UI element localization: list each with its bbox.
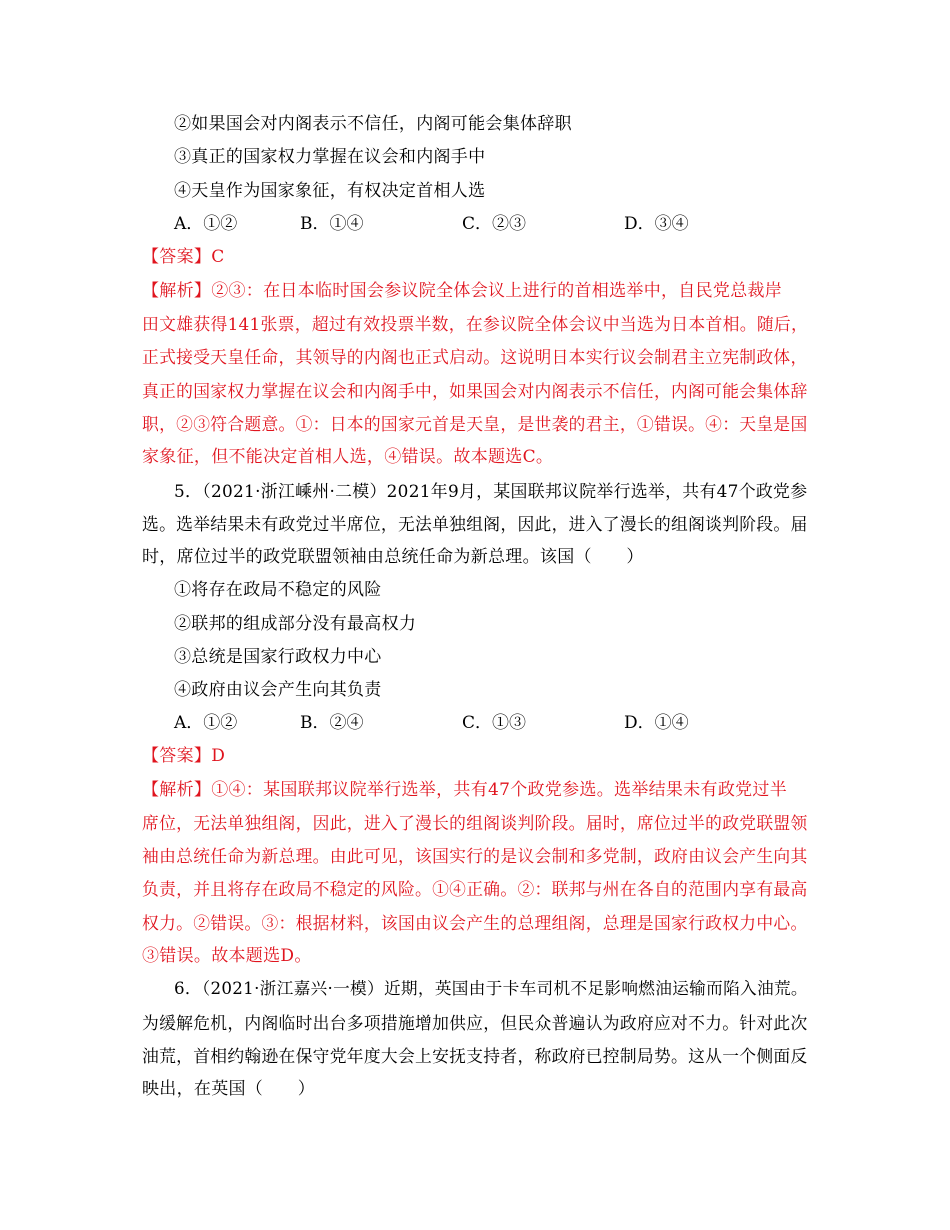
q4-answer: 【答案】C	[142, 247, 225, 267]
q4-analysis-line-6: 家象征，但不能决定首相人选，④错误。故本题选C。	[142, 447, 554, 467]
q4-analysis-line-3: 正式接受天皇任命，其领导的内阁也正式启动。这说明日本实行议会制君主立宪制政体，	[142, 347, 808, 367]
q5-analysis-line-2: 席位，无法单独组阁，因此，进入了漫长的组阁谈判阶段。届时，席位过半的政党联盟领	[142, 813, 808, 833]
q5-analysis-line-3: 袖由总统任命为新总理。由此可见，该国实行的是议会制和多党制，政府由议会产生向其	[142, 846, 808, 866]
q5-stem-line-2: 选。选举结果未有政党过半席位，无法单独组阁，因此，进入了漫长的组阁谈判阶段。届	[142, 514, 808, 534]
q6-stem-line-2: 为缓解危机，内阁临时出台多项措施增加供应，但民众普遍认为政府应对不力。针对此次	[142, 1013, 808, 1033]
q4-statement-2: ②如果国会对内阁表示不信任，内阁可能会集体辞职	[174, 114, 572, 134]
q4-analysis-line-4: 真正的国家权力掌握在议会和内阁手中，如果国会对内阁表示不信任，内阁可能会集体辞	[142, 381, 808, 401]
q5-stem-line-3: 时，席位过半的政党联盟领袖由总统任命为新总理。该国（ ）	[142, 547, 644, 567]
q5-option-d: D．①④	[624, 713, 689, 733]
q4-option-d: D．③④	[624, 214, 689, 234]
q5-option-a: A．①②	[174, 713, 238, 733]
q4-analysis-line-2: 田文雄获得141张票，超过有效投票半数，在参议院全体会议中当选为日本首相。随后，	[142, 314, 809, 334]
q4-option-a: A．①②	[174, 214, 238, 234]
q5-analysis-line-5: 权力。②错误。③：根据材料，该国由议会产生的总理组阁，总理是国家行政权力中心。	[142, 913, 808, 933]
q5-analysis-line-4: 负责，并且将存在政局不稳定的风险。①④正确。②：联邦与州在各自的范围内享有最高	[142, 879, 808, 899]
q5-analysis-line-6: ③错误。故本题选D。	[142, 946, 312, 966]
q4-option-b: B．①④	[300, 214, 364, 234]
q4-analysis-line-5: 职，②③符合题意。①：日本的国家元首是天皇，是世袭的君主，①错误。④：天皇是国	[142, 414, 808, 434]
q5-answer: 【答案】D	[142, 746, 226, 766]
q5-stem-line-1: 5．（2021·浙江嵊州·二模）2021年9月，某国联邦议院举行选举，共有47个政党参	[174, 481, 808, 501]
q4-statement-3: ③真正的国家权力掌握在议会和内阁手中	[174, 147, 486, 167]
q5-statement-1: ①将存在政局不稳定的风险	[174, 580, 382, 600]
q5-statement-2: ②联邦的组成部分没有最高权力	[174, 614, 417, 634]
q5-statement-3: ③总统是国家行政权力中心	[174, 647, 382, 667]
q5-statement-4: ④政府由议会产生向其负责	[174, 680, 382, 700]
q5-option-b: B．②④	[300, 713, 364, 733]
q5-option-c: C．①③	[462, 713, 527, 733]
q5-analysis-line-1: 【解析】①④：某国联邦议院举行选举，共有47个政党参选。选举结果未有政党过半	[142, 780, 788, 800]
q4-analysis-line-1: 【解析】②③：在日本临时国会参议院全体会议上进行的首相选举中，自民党总裁岸	[142, 281, 783, 301]
q6-stem-line-1: 6．（2021·浙江嘉兴·一模）近期，英国由于卡车司机不足影响燃油运输而陷入油荒。	[174, 979, 808, 998]
q4-option-c: C．②③	[462, 214, 527, 234]
q6-stem-line-4: 映出，在英国（ ）	[142, 1079, 315, 1099]
q4-statement-4: ④天皇作为国家象征，有权决定首相人选	[174, 181, 486, 201]
q6-stem-line-3: 油荒，首相约翰逊在保守党年度大会上安抚支持者，称政府已控制局势。这从一个侧面反	[142, 1046, 808, 1066]
